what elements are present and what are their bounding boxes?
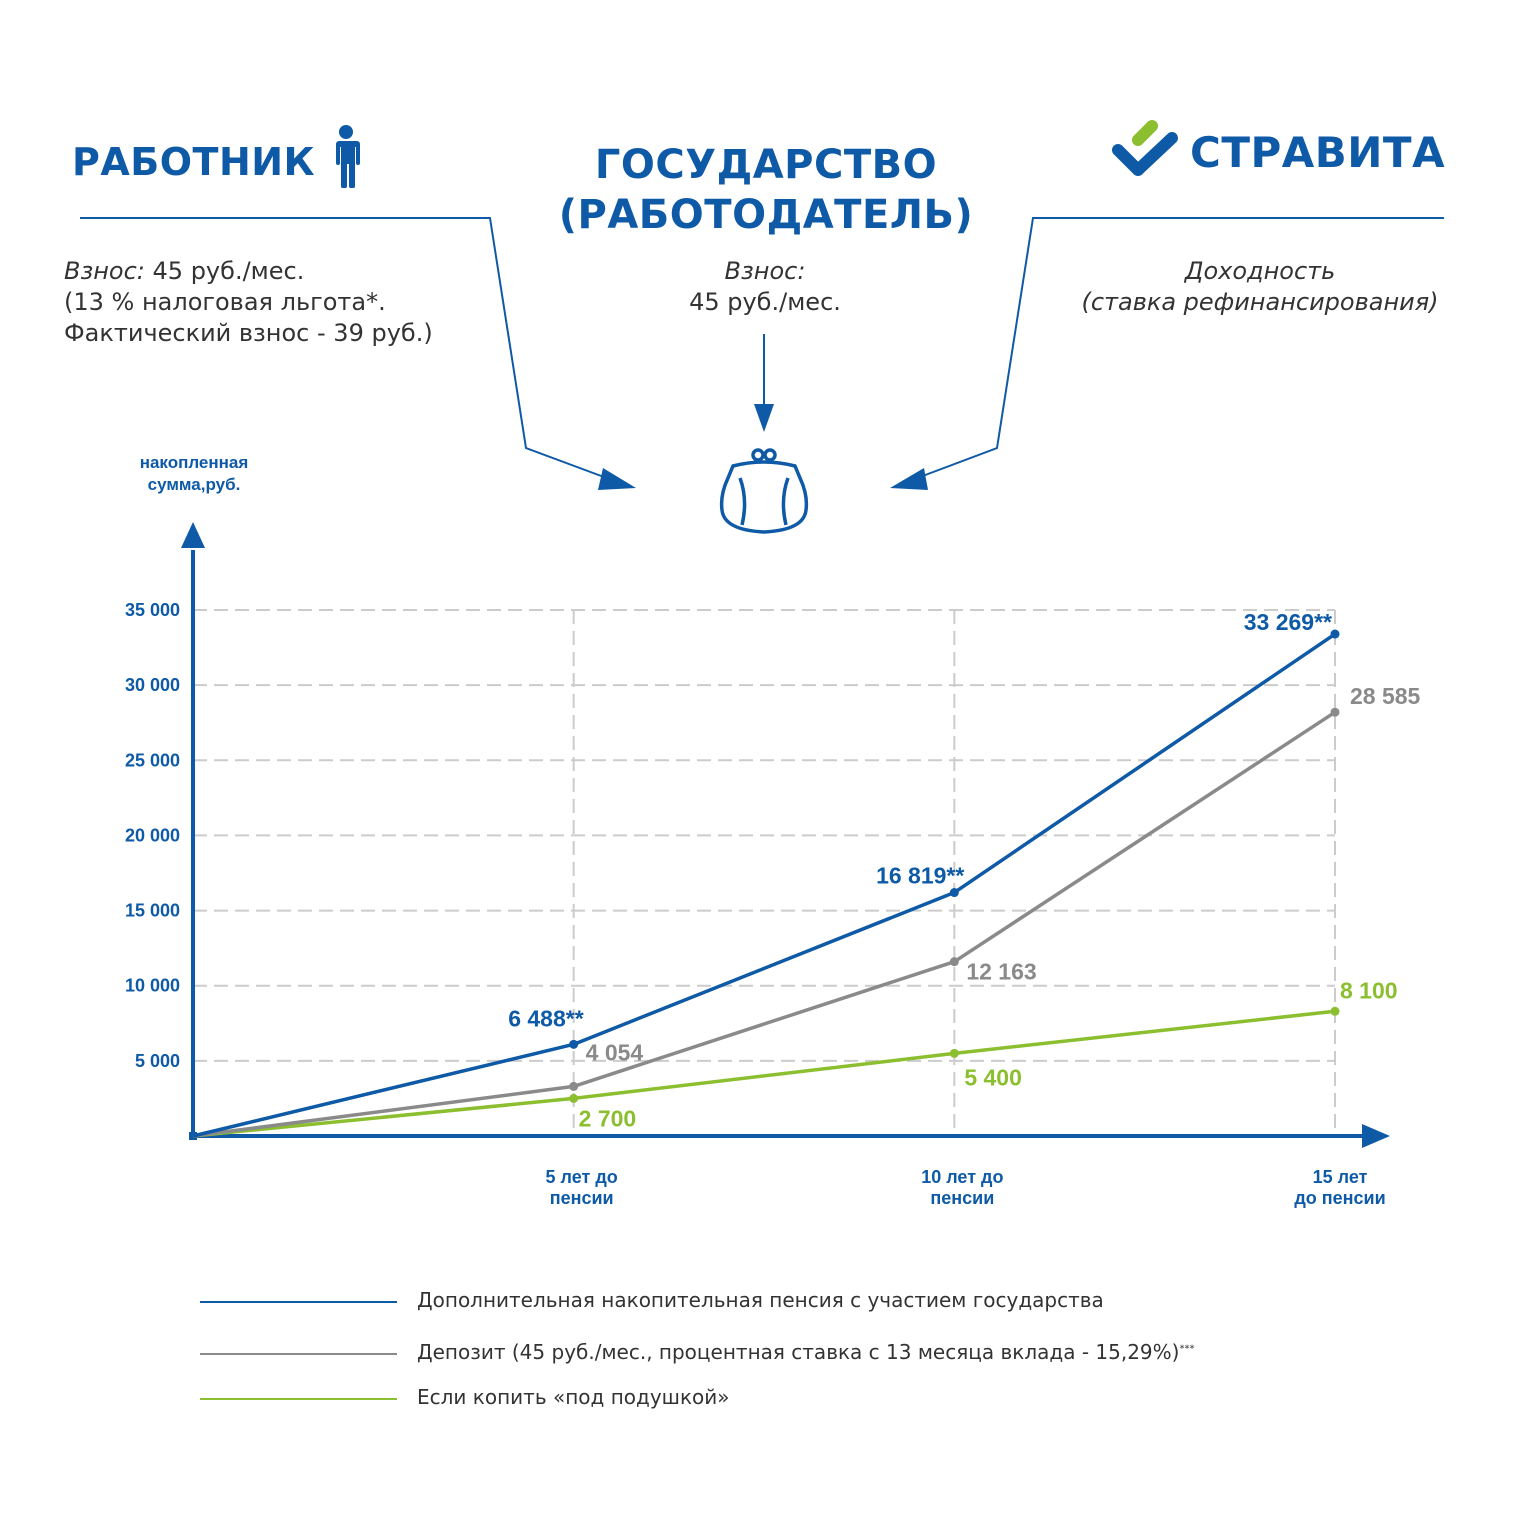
worker-actual-contribution: Фактический взнос - 39 руб.)	[64, 319, 433, 347]
legend-label-deposit-footnote: ***	[1179, 1343, 1195, 1355]
brand-yield-label: Доходность	[1184, 257, 1336, 285]
worker-contribution-label: Взнос:	[64, 257, 145, 285]
data-label: 16 819**	[876, 862, 965, 889]
legend-swatch-green	[200, 1398, 397, 1400]
data-point	[950, 957, 959, 966]
x-tick-label-line1: 5 лет до	[545, 1167, 618, 1187]
x-tick-label	[921, 1167, 1003, 1208]
x-tick-label-line1: 10 лет до	[921, 1167, 1004, 1187]
y-axis-arrow-icon	[181, 522, 205, 548]
data-point	[569, 1094, 578, 1103]
data-label: 4 054	[585, 1039, 644, 1066]
x-tick-label	[546, 1167, 618, 1208]
y-tick-label: 15 000	[124, 900, 180, 921]
pension-chart	[0, 520, 1527, 1240]
y-tick-label: 30 000	[124, 675, 180, 696]
brand-connector-line	[890, 218, 1444, 490]
data-label: 5 400	[964, 1064, 1022, 1091]
brand-yield-rate: (ставка рефинансирования)	[1081, 288, 1439, 316]
legend-item-cushion	[200, 1379, 1400, 1419]
brand-title: СТРАВИТА	[1190, 128, 1446, 177]
x-tick-label-line2: пенсии	[930, 1188, 995, 1208]
x-tick-label	[1294, 1167, 1385, 1208]
data-label: 12 163	[966, 958, 1037, 985]
y-tick-label: 20 000	[124, 825, 180, 846]
x-tick-label-line2: пенсии	[549, 1188, 614, 1208]
state-title-line2: (РАБОТОДАТЕЛЬ)	[558, 192, 974, 238]
legend-item-state-pension	[200, 1282, 1400, 1322]
legend-item-deposit	[200, 1334, 1400, 1374]
x-tick-label-line1: 15 лет	[1312, 1167, 1368, 1187]
state-arrow	[754, 334, 774, 432]
worker-connector-line	[80, 218, 636, 490]
data-label: 8 100	[1340, 977, 1398, 1004]
data-label: 6 488**	[508, 1005, 584, 1032]
data-label: 28 585	[1350, 683, 1421, 710]
legend-swatch-blue	[200, 1301, 397, 1303]
y-tick-label: 10 000	[124, 975, 180, 996]
worker-tax-benefit: (13 % налоговая льгота*.	[64, 288, 386, 316]
state-title-line1: ГОСУДАРСТВО	[594, 142, 938, 188]
y-tick-label: 5 000	[134, 1050, 180, 1071]
state-contribution-amount: 45 руб./мес.	[689, 288, 841, 316]
data-point	[950, 1049, 959, 1058]
y-tick-label: 35 000	[124, 600, 180, 620]
legend-swatch-gray	[200, 1353, 397, 1355]
state-contribution-label: Взнос:	[724, 257, 806, 285]
data-point	[950, 888, 959, 897]
data-point	[1331, 1007, 1340, 1016]
data-point	[569, 1082, 578, 1091]
worker-contribution-amount: 45 руб./мес.	[152, 257, 305, 285]
data-label: 2 700	[578, 1105, 637, 1132]
legend-label-deposit	[417, 1340, 1194, 1364]
x-axis-arrow-icon	[1362, 1124, 1390, 1148]
data-label: 33 269**	[1243, 609, 1332, 636]
x-tick-label-line2: до пенсии	[1294, 1188, 1386, 1208]
legend-label-cushion: Если копить «под подушкой»	[417, 1385, 730, 1409]
worker-title: РАБОТНИК	[72, 140, 316, 184]
y-tick-label: 25 000	[124, 750, 180, 771]
data-point	[1331, 708, 1340, 717]
legend-label-state-pension: Дополнительная накопительная пенсия с участием государства	[417, 1288, 1104, 1312]
series-line	[193, 1011, 1335, 1136]
legend-label-deposit-text: Депозит (45 руб./мес., процентная ставка с 13 месяца вклада - 15,29%)	[417, 1340, 1180, 1364]
data-point	[569, 1040, 578, 1049]
series-line	[193, 712, 1335, 1136]
y-axis-title: накопленная сумма,руб.	[139, 453, 249, 494]
